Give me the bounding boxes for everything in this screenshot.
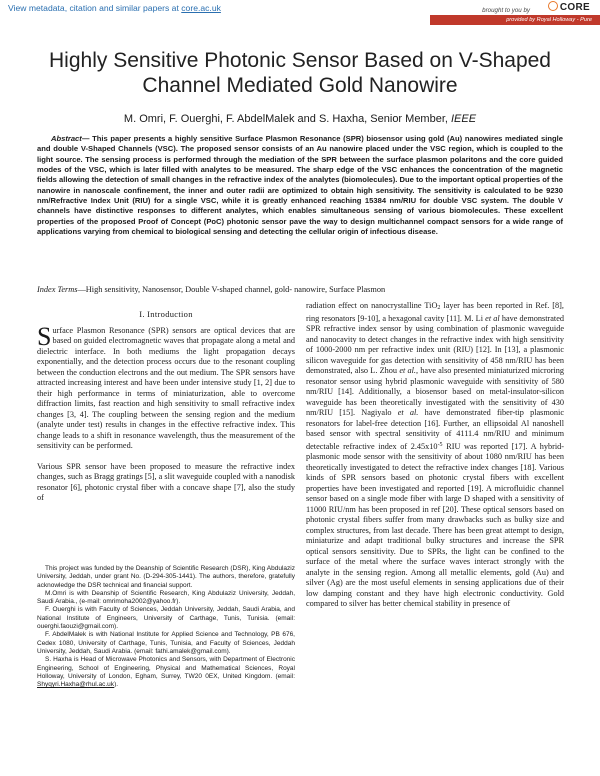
core-domain-link[interactable]: core.ac.uk <box>181 3 221 13</box>
right-text-b: layer has been reported in Ref. [8], ring resonators [9-10], a hexagonal cavity [11]. M. Li <box>306 301 564 323</box>
core-logo[interactable] <box>548 1 590 13</box>
exponent-superscript: -5 <box>437 441 443 448</box>
et-al-1: et al <box>485 313 500 323</box>
authors-names: M. Omri, F. Ouerghi, F. AbdelMalek and S. Haxha, Senior Member, <box>123 113 451 125</box>
haxha-email-link[interactable]: Shyqyri.Haxha@rhul.ac.uk <box>37 681 115 689</box>
footnote-ouerghi: F. Ouerghi is with Faculty of Sciences, Jeddah University, Jeddah, Saudi Arabia, and National Institute of Engineers, University of Carthage, Tunis, Tunisia. (email: ouerghi.faouzi@gmail.com). <box>37 606 295 631</box>
view-metadata-text: View metadata, citation and similar papers at <box>8 3 182 13</box>
footnote-omri: M.Omri is with Deanship of Scientific Research, King Abdulaziz University, Jeddah, Saudi Arabia., (e-mail: omrimoha2002@yahoo.fr). <box>37 589 295 606</box>
et-al-2: et al. <box>399 366 416 375</box>
core-logo-icon <box>548 1 558 11</box>
core-logo-text: CORE <box>559 2 590 13</box>
right-text-e: have demonstrated fiber-tip plasmonic resonators for label-free detection [16]. Further, an ellipsoidal Al nanoshell based sensor with spectral sensitivity of 4111.4 nm/RIU and minimum detectable refractive index of 2.45x10 <box>306 408 565 451</box>
footnotes <box>37 565 295 689</box>
footnote-haxha <box>37 656 295 689</box>
index-terms-label: Index Terms <box>37 285 78 294</box>
right-column <box>306 301 564 610</box>
paper-authors <box>40 113 560 125</box>
intro-paragraph-1-text: urface Plasmon Resonance (SPR) sensors are optical devices that are based on guided electromagnetic waves that propagate along a metal and dielectric interface. In both mediums the light propagation decays exponentially, and the detection process occurs due to the resonant coupling between the conduction electrons and the out medium. The SPR sensors have attracted increasing interest and have been under intensive study [1, 2] due to their high performance in terms of miniaturization, able to overcome diffraction limits, fast reaction and high sensitivity to small refractive index changes [3, 4]. The coupling between the sensing region and the medium (analyte under test) results in changes in the effective refractive index. This change leads to a shift in resonance wavelength, thus the measurement of the sensitivity can be performed. <box>37 325 295 450</box>
intro-dropcap: S <box>37 321 52 351</box>
et-al-3: et al. <box>397 408 419 417</box>
right-text-f: RIU was reported [17]. A hybrid-plasmonic mode sensor with the sensitivity of about 1080 nm/RIU has been theoretically investigated to detect the refractive index changes [18]. Various kinds of SPR sensors based on photonic crystal fibers with excellent properties have been investigated and reported [19]. A microfluidic channel sensor based on a single mode fiber with large D shaped with a sensitivity of 11000 RIU/nm has been proposed in ref [20]. These optical sensors based on photonic crystal fibers suffer from many drawbacks such as bulky size and complex structures, from last decade. There has been great attempt to design, miniaturize and adapt traditional bulky structures and increase the SPR optical sensors sensitivity. Due to SPRs, the light can be confined to the surface of the metal where the surface waves interact strongly with the analyte in the sensing region. Among all metallic elements, gold (Au) and silver (Ag) are the most useful elements in sensing applications due of their low damping constant and they have high electronic conductivity. Gold compared to silver has better chemical stability in presence of <box>306 441 564 608</box>
authors-ieee: IEEE <box>451 113 477 125</box>
footnote-haxha-text: S. Haxha is Head of Microwave Photonics and Sensors, with Department of Electronic Engineering, School of Engineering, Physical and Mathematical Sciences, Royal Holloway, University of London, Egham, Surrey, TW20 0EX, United Kingdom. (email: <box>37 656 295 680</box>
right-text-a: radiation effect on nanocrystalline TiO <box>306 301 438 310</box>
tio2-subscript: 2 <box>437 305 441 311</box>
core-banner <box>0 0 600 26</box>
index-terms <box>37 285 563 294</box>
right-text-c: have demonstrated SPR refractive index sensor by using combination of plasmonic waveguide and nanocavity to detect changes in the refractive index with high sensitivity of 1000-2000 nm per refractive index unit (RIU) [12]. In [13], a plasmonic silicon waveguide for gas detection with sensitivity of 458 nm/RIU has been demonstrated, also L. Zhou <box>306 313 564 375</box>
footnote-funding: This project was funded by the Deanship of Scientific Research (DSR), King Abdulaziz University, Jeddah, under grant No. (D-294-305-1441). The authors, therefore, gratefully acknowledge the DSR technical and financial support. <box>37 565 295 589</box>
paper-title: Highly Sensitive Photonic Sensor Based on V-Shaped Channel Mediated Gold Nanowire <box>49 49 551 97</box>
brought-to-you-text: brought to you by <box>482 7 530 14</box>
right-text-d: , have also presented miniaturized microring resonator sensor using hybrid plasmonic waveguide with sensitivity of 580 nm/RIU [14]. Additionally, a biosensor based on metal-insulator-silicon waveguide has been theoretically investigated with the sensitivity of 430 nm/RIU [15]. Nagiyalo <box>306 366 564 417</box>
intro-paragraph-2: Various SPR sensor have been proposed to measure the refractive index changes, such as Bragg gratings [5], a slit waveguide coupled with a nanodisk resonator [6], photonic crystal fiber with a concave shape [7], also the study of <box>37 461 295 502</box>
abstract-text: — This paper presents a highly sensitive Surface Plasmon Resonance (SPR) biosensor using gold (Au) nanowires mediated single and double V-Shaped Channels (VSC). The proposed sensor consists of an Au nanowire placed under the VSC region, which is coupled to the light source. The sensing process is performed through the mediation of the SPR between the surface plasmon polaritons and the core guided modes of the VSC, which is later filled with analytes to be measured. The sharp edge of the VSC enhances the concentration of the magnetic fields allowing the detection of small changes in the refractive index of the analytes (biomolecules). Due to the important optical properties of the nanowire in nanoscale confinement, the inner and outer radii are optimized to obtain high sensitivity. The sensitivity is calculated to be 9230 nm/Refractive Index Unit (RIU) for a single VSC, while it is greatly enhanced reaching 15384 nm/RIU for double VSC system. The double V channels have distinctive responses to different analytes, which enables simultaneous sensing of various biomolecules. These excellent properties of the proposed Proof of Concept (PoC) photonic sensor pave the way to design multichannel compact sensors for a wide range of applications varying from chemical to biological sensing and detecting the cellular origin of infectious disease. <box>37 134 563 237</box>
intro-paragraph-1 <box>37 321 295 452</box>
section-heading-introduction: I. Introduction <box>139 309 193 319</box>
provided-by-banner[interactable]: provided by Royal Holloway - Pure <box>430 15 600 25</box>
abstract <box>37 134 563 237</box>
footnote-abdelmalek: F. AbdelMalek is with National Institute for Applied Science and Technology, PB 676, Cedex 1080, University of Carthage, Tunis, Tunisia, and Faculty of Sciences, Jeddah University, Jeddah, Saudi Arabia. (email: fathi.amalek@gmail.com). <box>37 631 295 655</box>
left-column <box>37 309 295 504</box>
index-terms-text: —High sensitivity, Nanosensor, Double V-shaped channel, gold- nanowire, Surface Plasmon <box>77 285 386 294</box>
abstract-label: Abstract <box>51 134 82 143</box>
view-metadata-link[interactable] <box>8 3 221 13</box>
right-paragraph <box>306 301 564 610</box>
footnote-haxha-suffix: ). <box>114 681 119 689</box>
